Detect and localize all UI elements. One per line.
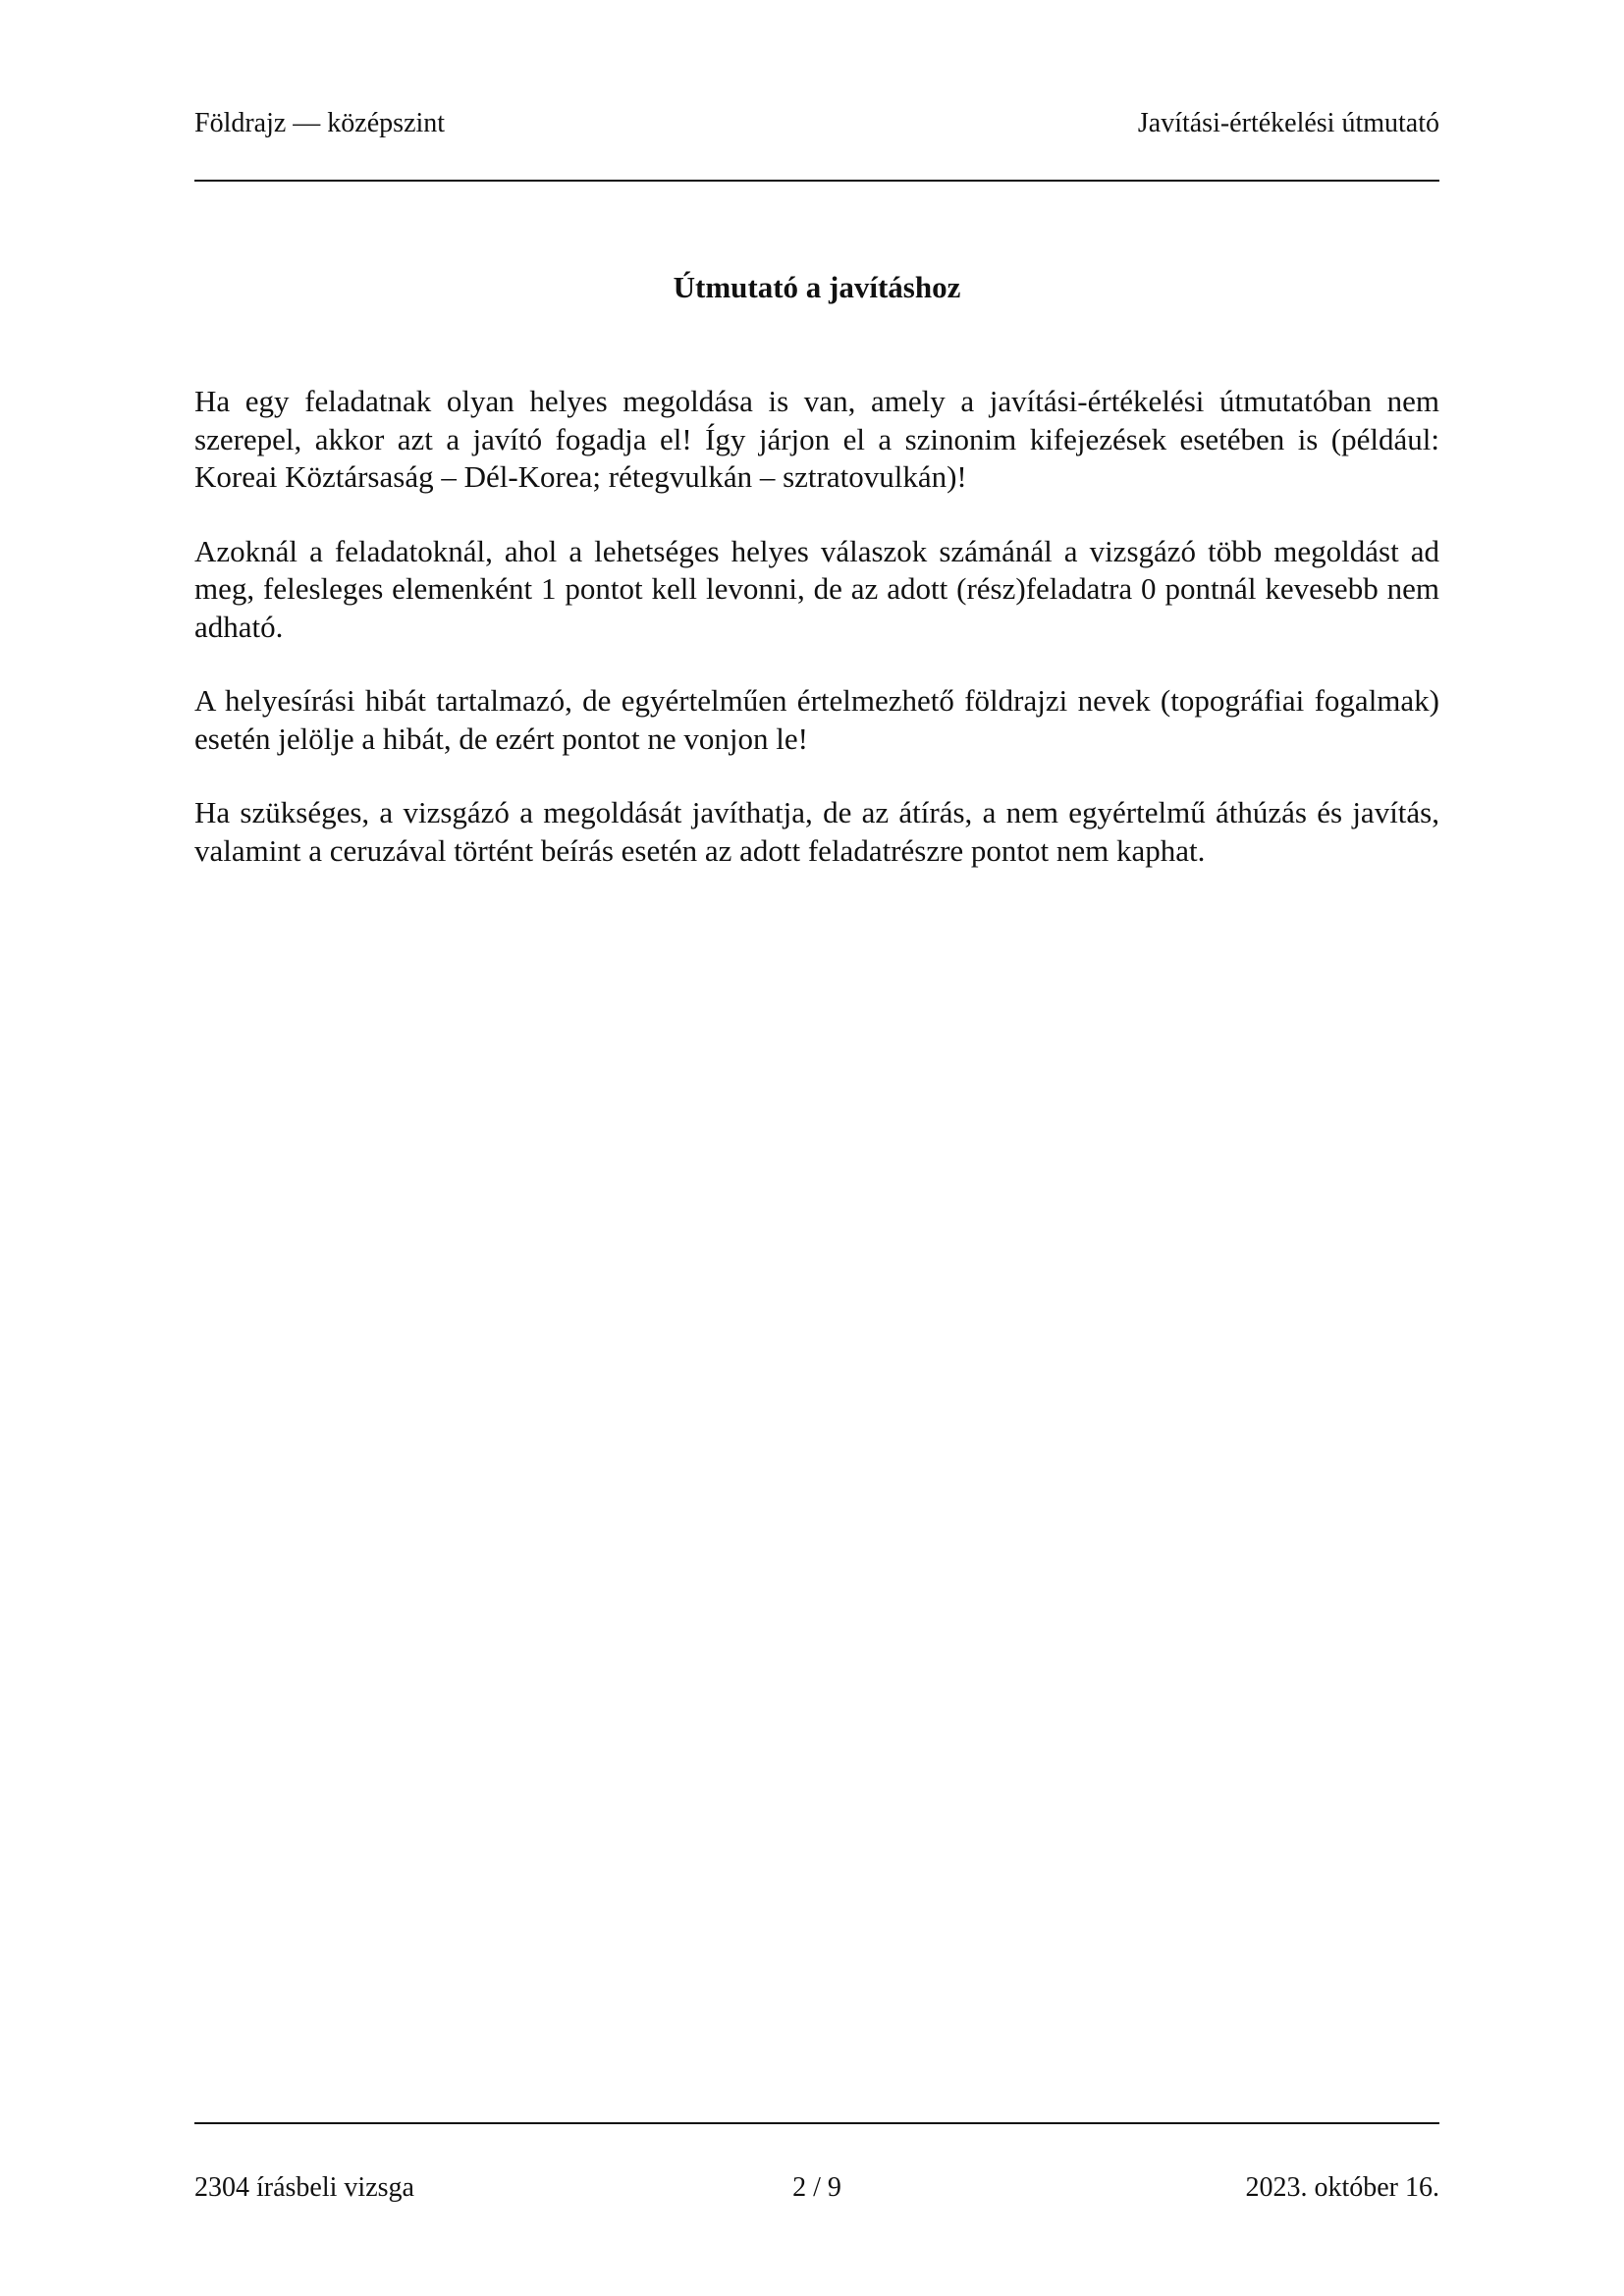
paragraph-extra-answers: Azoknál a feladatoknál, ahol a lehetséges helyes válaszok számánál a vizsgázó több megoldást ad meg, felesleges elemenként 1 pontot kell levonni, de az adott (rész)feladatra 0 pontnál kevesebb nem adható. (194, 533, 1439, 644)
footer-date: 2023. október 16. (1245, 2172, 1439, 2203)
header-divider (194, 180, 1439, 182)
footer-exam-code: 2304 írásbeli vizsga (194, 2172, 414, 2203)
paragraph-spelling-errors: A helyesírási hibát tartalmazó, de egyértelműen értelmezhető földrajzi nevek (topográfiai fogalmak) esetén jelölje a hibát, de ezért pontot ne vonjon le! (194, 683, 1439, 756)
footer-divider (194, 2122, 1439, 2124)
page-header (194, 108, 1439, 147)
page-footer (194, 2172, 1439, 2212)
instructions-body (194, 383, 1439, 906)
footer-page-number: 2 / 9 (792, 2172, 841, 2203)
paragraph-alternative-solutions: Ha egy feladatnak olyan helyes megoldása is van, amely a javítási-értékelési útmutatóban nem szerepel, akkor azt a javító fogadja el! Így járjon el a szinonim kifejezések esetében is (például: Koreai Köztársaság – Dél-Korea; rétegvulkán – sztratovulkán)! (194, 384, 1439, 494)
page-title: Útmutató a javításhoz (673, 270, 961, 304)
header-document-type: Javítási-értékelési útmutató (1137, 108, 1439, 138)
header-subject: Földrajz — középszint (194, 108, 446, 138)
paragraph-corrections: Ha szükséges, a vizsgázó a megoldását javíthatja, de az átírás, a nem egyértelmű áthúzás és javítás, valamint a ceruzával történt beírás esetén az adott feladatrészre pontot nem kaphat. (194, 795, 1439, 868)
